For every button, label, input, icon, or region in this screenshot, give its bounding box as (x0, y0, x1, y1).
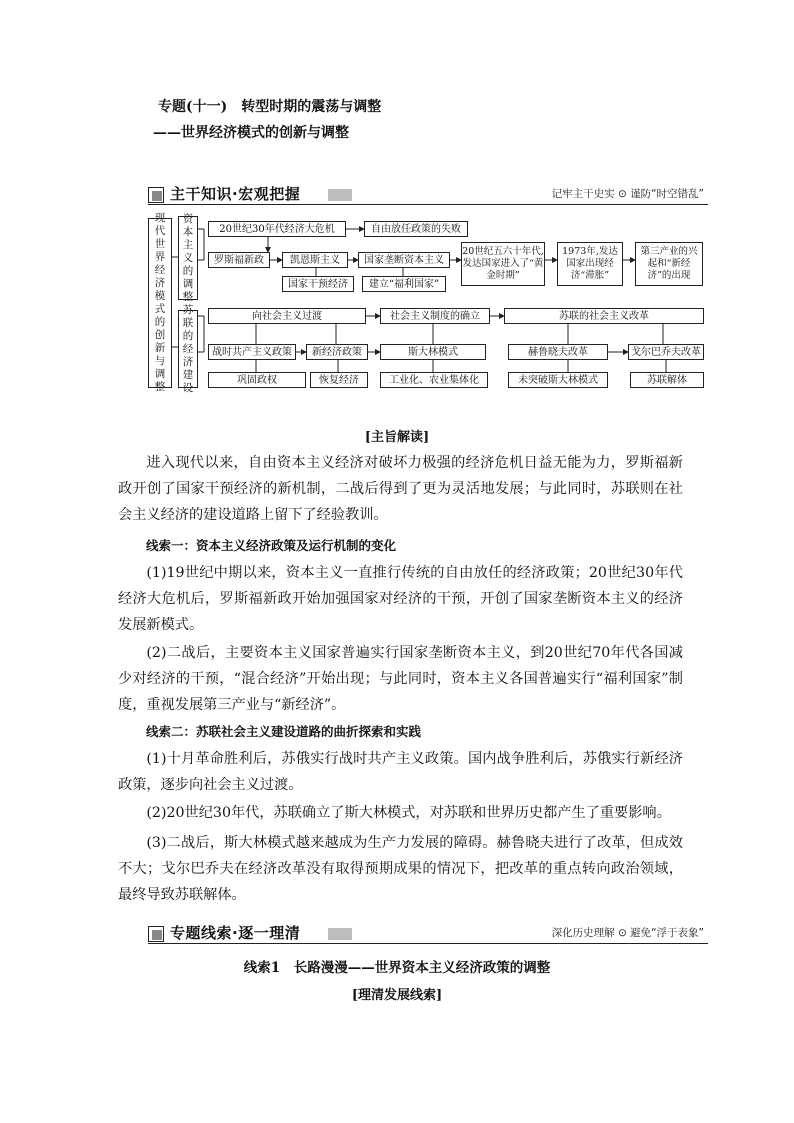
box-intervention: 国家干预经济 (282, 276, 354, 292)
diagram-root: 现代世界经济模式的创新与调整 (148, 218, 172, 388)
clue2-paragraph-3: (3)二战后，斯大林模式越来越成为生产力发展的障碍。赫鲁晓夫进行了改革，但成效不大；戈尔巴乔夫在经济改革没有取得预期成果的情况下，把改革的重点转向政治领域，最终导致苏联解体。 (118, 835, 683, 903)
box-gorbachev: 戈尔巴乔夫改革 (628, 344, 704, 360)
clue2-title: 线索二：苏联社会主义建设道路的曲折探索和实践 (146, 724, 422, 739)
box-stalin: 斯大林模式 (380, 344, 486, 360)
section-heading-theme: [主旨解读] (364, 430, 430, 445)
box-stagflation: 1973年,发达国家出现经济“滞胀” (557, 242, 623, 286)
box-industrialization: 工业化、农业集体化 (380, 372, 488, 388)
box-khrushchev: 赫鲁晓夫改革 (508, 344, 608, 360)
box-collapse: 苏联解体 (630, 372, 704, 388)
box-welfare: 建立“福利国家” (362, 276, 446, 292)
banner-underline (148, 943, 708, 944)
banner-underline (148, 204, 708, 205)
page-subtitle: ——世界经济模式的创新与调整 (153, 125, 349, 141)
page-title: 专题(十一) 转型时期的震荡与调整 (158, 99, 382, 115)
intro-paragraph: 进入现代以来，自由资本主义经济对破坏力极强的经济危机日益无能为力，罗斯福新政开创了国家干预经济的新机制，二战后得到了更为灵活地发展；与此同时，苏联则在社会主义经济的建设道路上留下了经验教训。 (118, 455, 683, 523)
banner-motto: 记牢主干史实 ⊙ 谨防“时空错乱” (551, 188, 704, 200)
section-banner-clues (148, 922, 708, 944)
box-laissez-fail: 自由放任政策的失败 (364, 221, 468, 237)
clue1-title: 线索一：资本主义经济政策及运行机制的变化 (146, 538, 397, 553)
knowledge-diagram (148, 212, 708, 394)
clue1-paragraph-1: (1)19世纪中期以来，资本主义一直推行传统的自由放任的经济政策；20世纪30年代经济大危机后，罗斯福新政开始加强国家对经济的干预，开创了国家垄断资本主义的经济发展新模式。 (118, 565, 683, 633)
banner-square-shadow-icon (152, 191, 162, 201)
box-nep: 新经济政策 (306, 344, 368, 360)
banner-label: 主干知识·宏观把握 (170, 185, 301, 203)
banner-grey-bar (328, 189, 352, 201)
banner-square-shadow-icon (152, 930, 162, 940)
branch-ussr: 苏联的经济建设 (178, 310, 198, 388)
box-state-monopoly: 国家垄断资本主义 (358, 252, 450, 268)
clue2-paragraph-2: (2)20世纪30年代，苏联确立了斯大林模式，对苏联和世界历史都产生了重要影响。 (146, 805, 671, 821)
box-recover: 恢复经济 (310, 372, 368, 388)
branch-capitalism: 资本主义的调整 (178, 216, 198, 300)
banner-label: 专题线索·逐一理清 (170, 924, 301, 942)
box-new-deal: 罗斯福新政 (208, 252, 270, 268)
box-establish: 社会主义制度的确立 (380, 308, 490, 324)
box-war-communism: 战时共产主义政策 (208, 344, 296, 360)
banner-motto: 深化历史理解 ⊙ 避免“浮于表象” (551, 927, 704, 939)
box-third-industry: 第三产业的兴起和“新经济”的出现 (635, 242, 703, 286)
box-transition: 向社会主义过渡 (208, 308, 366, 324)
clue1-paragraph-2: (2)二战后，主要资本主义国家普遍实行国家垄断资本主义，到20世纪70年代各国减少对经济的干预，“混合经济”开始出现；与此同时，资本主义各国普遍实行“福利国家”制度，重视发展第三产业与“新经济”。 (118, 645, 683, 713)
diagram-connectors (148, 212, 708, 394)
box-reform: 苏联的社会主义改革 (504, 308, 704, 324)
box-not-break: 未突破斯大林模式 (508, 372, 608, 388)
clue2-paragraph-1: (1)十月革命胜利后，苏俄实行战时共产主义政策。国内战争胜利后，苏俄实行新经济政策，逐步向社会主义过渡。 (118, 751, 683, 793)
section-banner-main-knowledge (148, 183, 708, 205)
box-keynes: 凯恩斯主义 (282, 252, 348, 268)
box-consolidate: 巩固政权 (208, 372, 306, 388)
banner-grey-bar (328, 928, 352, 940)
sub-heading-clues: [理清发展线索] (351, 988, 443, 1003)
box-golden-age: 20世纪五六十年代,发达国家进入了“黄金时期” (461, 242, 545, 286)
clue1-heading: 线索1 长路漫漫——世界资本主义经济政策的调整 (243, 960, 551, 976)
box-crisis: 20世纪30年代经济大危机 (208, 221, 346, 237)
